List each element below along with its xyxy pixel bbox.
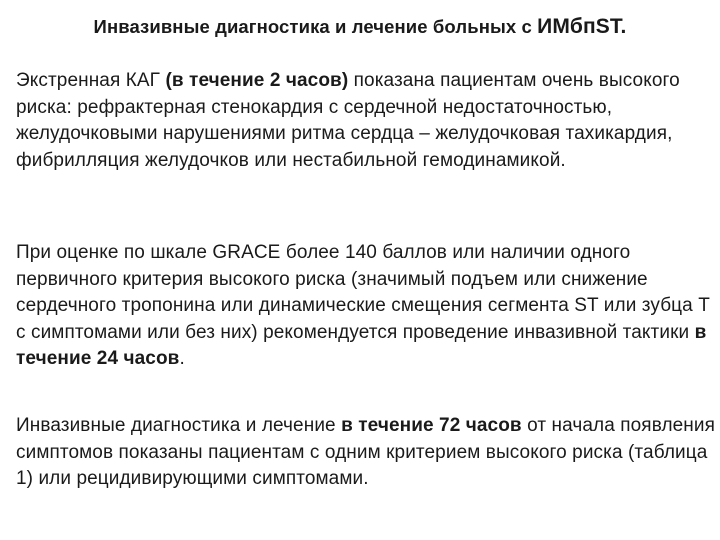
slide-title-abbr: ИМбпST.: [537, 15, 627, 38]
slide-title: [0, 14, 720, 40]
paragraph-text: .: [179, 348, 185, 369]
paragraph-text: Экстренная КАГ: [16, 70, 166, 91]
paragraph-emergency-angiography: [16, 68, 716, 174]
paragraph-emphasis: (в течение 2 часов): [165, 70, 349, 91]
slide-title-main: Инвазивные диагностика и лечение больных с: [93, 16, 538, 37]
paragraph-72-hours: [16, 413, 716, 493]
paragraph-text: Инвазивные диагностика и лечение: [16, 415, 342, 436]
paragraph-text: от начала появления симптомов показаны пациентам с одним критерием высокого риска (таблица 1) или рецидивирующими симптомами.: [16, 415, 716, 489]
paragraph-text: показана пациентам очень высокого риска: рефрактерная стенокардия с сердечной недостаточностью, желудочковыми нарушениями ритма сердца – желудочковая тахикардия, фибрилляция желудочков или нестабильной гемодинамикой.: [16, 70, 680, 171]
paragraph-emphasis: в течение 72 часов: [341, 415, 522, 436]
paragraph-text: При оценке по шкале GRACE более 140 баллов или наличии одного первичного критерия высокого риска (значимый подъем или снижение сердечного тропонина или динамические смещения сегмента ST или зубца Т с симптомами или без них) рекомендуется проведение инвазивной тактики: [16, 242, 710, 343]
paragraph-grace-score: [16, 240, 716, 373]
paragraph-emphasis: в течение 24 часов: [16, 321, 707, 369]
